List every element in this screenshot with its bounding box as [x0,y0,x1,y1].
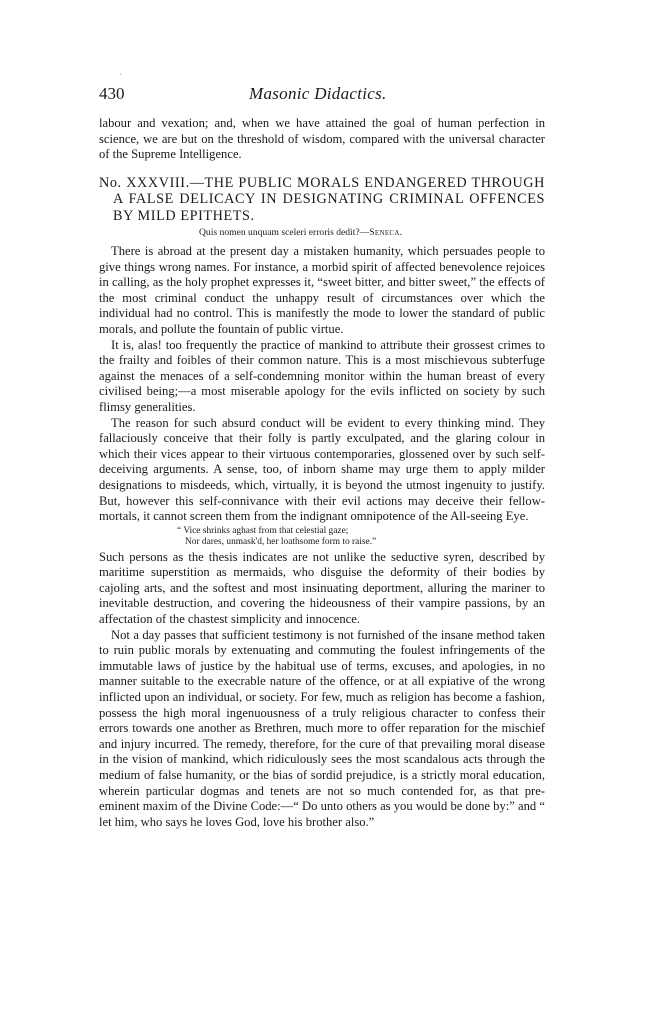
running-head [99,84,545,114]
margin-speck: · [119,70,122,79]
body-paragraph: It is, alas! too frequently the practice of mankind to attribute their grossest crimes to the frailty and foibles of their common nature. This is a most mischievous subterfuge against the menaces of a self-condemning monitor within the human breast of every civilised being;—a most miserable apology for the evils inflicted on society by such flimsy generalities. [99,337,545,414]
body-paragraph: Not a day passes that sufficient testimony is not furnished of the insane method taken to ruin public morals by extenuating and commuting the foulest infringements of the immutable laws of justice by the habitual use of terms, excuses, and apologies, in no manner suitable to the execrable nature of the offence, or at all expiative of the wrong inflicted upon an individual, or society. For few, much as religion has become a fashion, possess the high moral ingenuousness of a truly religious character to confess their errors towards one another as Brethren, much more to offer reparation for the mischief and injury incurred. The remedy, therefore, for the cure of that prevailing moral disease in the vision of mankind, which ridiculously sees the most scandalous acts through the medium of false humanity, or the bias of sordid prejudice, is a strictly moral education, wherein particular dogmas and tenets are not so much contended for, as that pre-eminent maxim of the Divine Code:—“ Do unto others as you would be done by:” and “ let him, who says he loves God, love his brother also.” [99,627,545,829]
opening-paragraph: labour and vexation; and, when we have attained the goal of human perfection in science, we are but on the threshold of wisdom, compared with the universal character of the Supreme Intelligence. [99,116,545,162]
verse-quotation [99,526,545,548]
body-paragraph: Such persons as the thesis indicates are not unlike the seductive syren, described by maritime superstition as mermaids, who disguise the deformity of their bodies by cajoling arts, and the softest and most insinuating deportment, alluring the mariner to inevitable destruction, and covering the hideousness of their vampire passions, by an affectation of the chastest simplicity and innocence. [99,549,545,627]
book-page [99,76,545,830]
verse-line: “ Vice shrinks aghast from that celestial gaze; [177,525,349,536]
epigraph-author: Seneca. [369,227,403,238]
epigraph-quote: Quis nomen unquam sceleri erroris dedit?— [199,227,370,238]
body-paragraph: There is abroad at the present day a mistaken humanity, which persuades people to give things wrong names. For instance, a morbid spirit of affected benevolence rejoices in calling, as the holy prophet expresses it, “sweet bitter, and bitter sweet,” the effects of the most criminal conduct the unhappy result of circumstances over which the individual had no control. This is manifestly the mode to lower the standard of public morals, and pollute the fountain of public virtue. [99,244,545,336]
verse-line: Nor dares, unmask'd, her loathsome form to raise.” [185,536,377,547]
section-heading: No. XXXVIII.—THE PUBLIC MORALS ENDANGERED THROUGH A FALSE DELICACY IN DESIGNATING CRIMINAL OFFENCES BY MILD EPITHETS. [99,174,545,224]
epigraph [99,227,545,239]
body-paragraph: The reason for such absurd conduct will be evident to every thinking mind. They fallaciously conceive that their folly is partly exculpated, and the glaring colour in which their vices appear to their virtuous contemporaries, glossened over by such self-deceiving arguments. A sense, too, of inborn shame may urge them to apply milder designations to misdeeds, which, virtually, it is beyond the utmost ingenuity to justify. But, however this self-connivance with their evil actions may deceive their fellow-mortals, it cannot screen them from the indignant omnipotence of the All-seeing Eye. [99,415,545,524]
page-number: 430 [99,84,125,103]
running-title: Masonic Didactics. [249,84,387,103]
